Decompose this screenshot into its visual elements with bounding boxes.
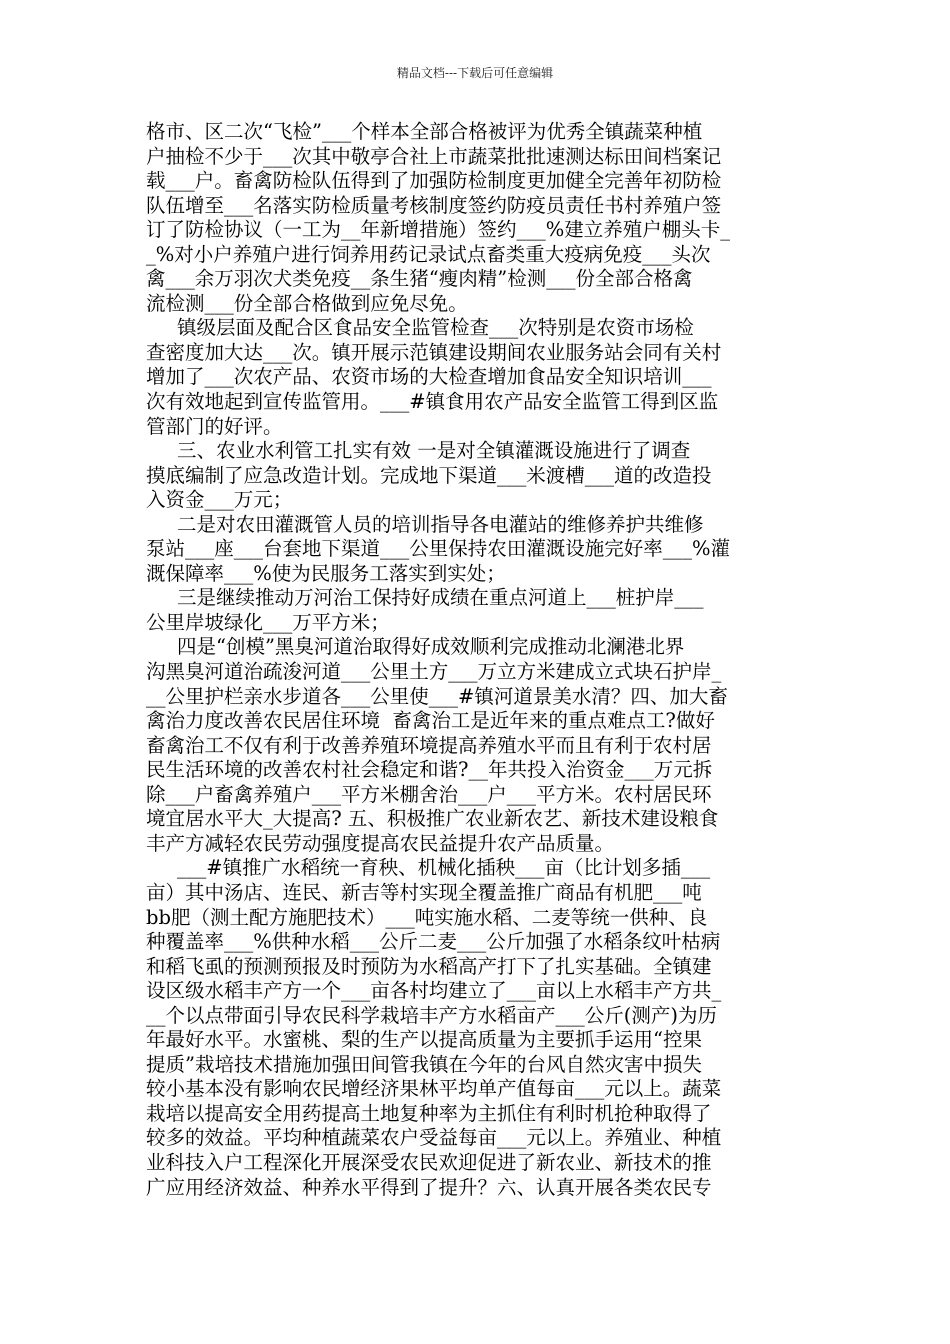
text-line: 二是对农田灌溉管人员的培训指导各电灌站的维修养护共维修: [146, 512, 704, 536]
text-line: 禽治力度改善农民居住环境 畜禽治工是近年来的重点难点工?做好: [146, 709, 715, 733]
text-line: 泵站___座___台套地下渠道___公里保持农田灌溉设施完好率___%灌: [146, 537, 731, 561]
text-line: 沟黑臭河道治疏浚河道___公里土方___万立方米建成立式块石护岸_: [146, 660, 722, 684]
text-line: 公里岸坡绿化___万平方米；: [146, 610, 390, 634]
text-line: __个以点带面引导农民科学栽培丰产方水稻亩产___公斤(测产)为历: [146, 1003, 717, 1027]
text-line: 订了防检协议（一工为__年新增措施）签约___%建立养殖户棚头卡_: [146, 218, 731, 242]
text-line: 栽培以提高安全用药提高土地复种率为主抓住有利时机抢种取得了: [146, 1101, 712, 1125]
text-line: _%对小户养殖户进行饲养用药记录试点畜类重大疫病免疫___头次: [146, 242, 711, 266]
text-line: 队伍增至___名落实防检质量考核制度签约防疫员责任书村养殖户签: [146, 193, 722, 217]
text-line: 入资金___万元；: [146, 488, 293, 512]
text-line: __公里护栏亲水步道各___公里使___#镇河道景美水清？四、加大畜: [146, 684, 728, 708]
text-line: 格市、区二次“飞检”___个样本全部合格被评为优秀全镇蔬菜种植: [146, 120, 703, 143]
text-line: 次有效地起到宣传监管用。___#镇食用农产品安全监管工得到区监: [146, 390, 719, 414]
text-line: 丰产方减轻农民劳动强度提高农民益提升农产品质量。: [146, 831, 615, 855]
text-line: 镇级层面及配合区食品安全监管检查___次特别是农资市场检: [146, 316, 694, 340]
text-line: 查密度加大达___次。镇开展示范镇建设期间农业服务站会同有关村: [146, 340, 722, 364]
page-header: 精品文档---下载后可任意编辑: [396, 66, 554, 80]
text-line: 和稻飞虱的预测预报及时预防为水稻高产打下了扎实基础。全镇建: [146, 954, 712, 978]
text-line: 增加了___次农产品、农资市场的大检查增加食品安全知识培训___: [146, 365, 712, 389]
text-line: bb肥（测土配方施肥技术）___吨实施水稻、二麦等统一供种、良: [146, 905, 708, 929]
text-line: 禽___余万羽次犬类免疫__条生猪“瘦肉精”检测___份全部合格禽: [146, 267, 693, 291]
text-line: 民生活环境的改善农村社会稳定和谐?__年共投入治资金___万元拆: [146, 758, 713, 782]
text-line: 业科技入户工程深化开展深受农民欢迎促进了新农业、新技术的推: [146, 1150, 712, 1174]
text-line: ___#镇推广水稻统一育秧、机械化插秧___亩（比计划多插___: [146, 856, 711, 880]
text-line: 亩）其中汤店、连民、新吉等村实现全覆盖推广商品有机肥___吨: [146, 880, 702, 904]
text-line: 溉保障率___%使为民服务工落实到实处；: [146, 561, 506, 585]
text-line: 除___户畜禽养殖户___平方米棚舍治___户___平方米。农村居民环: [146, 782, 712, 806]
text-line: 设区级水稻丰产方一个___亩各村均建立了___亩以上水稻丰产方共_: [146, 979, 722, 1003]
text-line: 畜禽治工不仅有利于改善养殖环境提高养殖水平而且有利于农村居: [146, 733, 712, 757]
text-line: 广应用经济效益、种养水平得到了提升？六、认真开展各类农民专: [146, 1175, 712, 1199]
text-line: 载___户。畜禽防检队伍得到了加强防检制度更加健全完善年初防检: [146, 169, 722, 193]
document-body: [146, 120, 808, 1200]
text-line: 较多的效益。平均种植蔬菜农户受益每亩___元以上。养殖业、种植: [146, 1126, 722, 1150]
text-line: 三、农业水利管工扎实有效 一是对全镇灌溉设施进行了调查: [146, 439, 691, 463]
text-line: 四是“创模”黑臭河道治取得好成效顺利完成推动北澜港北界: [146, 635, 685, 659]
text-line: 年最好水平。水蜜桃、梨的生产以提高质量为主要抓手运用“控果: [146, 1028, 702, 1052]
text-line: 管部门的好评。: [146, 414, 283, 438]
text-line: 户抽检不少于___次其中敬亭合社上市蔬菜批批速测达标田间档案记: [146, 144, 722, 168]
text-line: 三是继续推动万河治工保持好成绩在重点河道上___桩护岸___: [146, 586, 704, 610]
text-line: 摸底编制了应急改造计划。完成地下渠道___米渡槽___道的改造投: [146, 463, 712, 487]
text-line: 种覆盖率___%供种水稻___公斤二麦___公斤加强了水稻条纹叶枯病: [146, 930, 721, 954]
text-line: 较小基本没有影响农民增经济果林平均单产值每亩___元以上。蔬菜: [146, 1077, 722, 1101]
text-line: 流检测___份全部合格做到应免尽免。: [146, 291, 468, 315]
text-line: 提质”栽培技术措施加强田间管我镇在今年的台风自然灾害中损失: [146, 1052, 702, 1076]
text-line: 境宜居水平大_大提高? 五、积极推广农业新农艺、新技术建设粮食: [146, 807, 719, 831]
